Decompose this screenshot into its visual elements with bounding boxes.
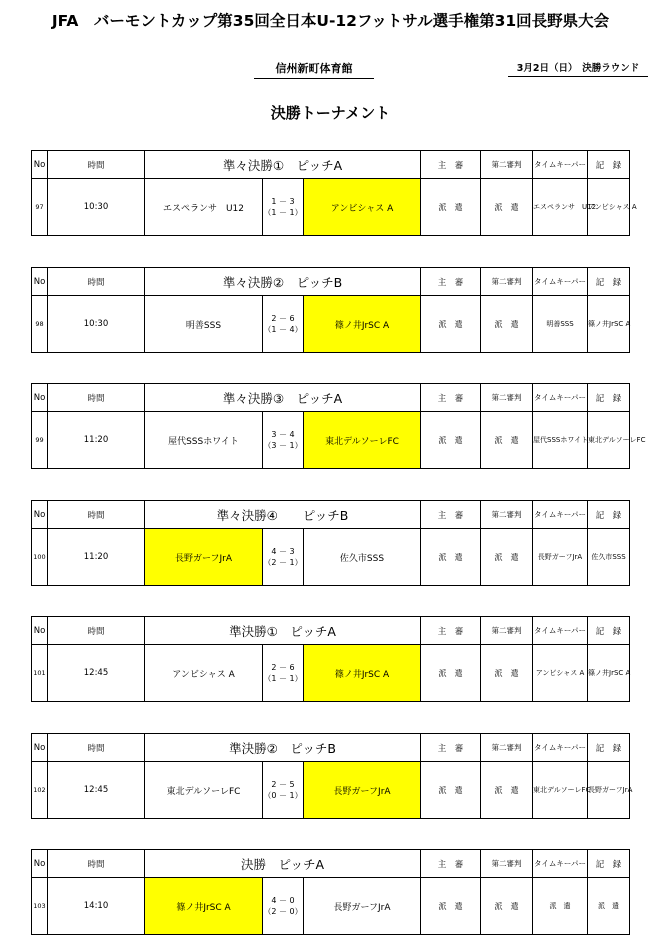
record-value: 篠ノ井JrSC A xyxy=(588,296,630,353)
no-header: No xyxy=(32,850,48,878)
referee-value: 派 遣 xyxy=(421,296,481,353)
second-referee-value: 派 遣 xyxy=(481,296,533,353)
match-data-row xyxy=(32,762,630,819)
venue-label: 信州新町体育館 xyxy=(254,60,374,79)
final-score: 2 － 6 xyxy=(271,663,295,672)
second-referee-header: 第二審判 xyxy=(481,151,533,179)
team-right: 篠ノ井JrSC A xyxy=(304,296,421,353)
record-header: 記 録 xyxy=(588,850,630,878)
match-table xyxy=(31,616,630,702)
time-header: 時間 xyxy=(48,850,145,878)
time-header: 時間 xyxy=(48,268,145,296)
second-referee-value: 派 遣 xyxy=(481,529,533,586)
second-referee-header: 第二審判 xyxy=(481,734,533,762)
match-data-row xyxy=(32,529,630,586)
team-right: 篠ノ井JrSC A xyxy=(304,645,421,702)
referee-header: 主 審 xyxy=(421,617,481,645)
timekeeper-value: 東北デルソーレFC xyxy=(533,762,588,819)
second-referee-header: 第二審判 xyxy=(481,501,533,529)
timekeeper-header: タイムキーパー xyxy=(533,617,588,645)
referee-value: 派 遣 xyxy=(421,645,481,702)
referee-header: 主 審 xyxy=(421,151,481,179)
final-score: 2 － 5 xyxy=(271,780,295,789)
second-referee-value: 派 遣 xyxy=(481,179,533,236)
second-referee-header: 第二審判 xyxy=(481,268,533,296)
time-header: 時間 xyxy=(48,384,145,412)
score-cell xyxy=(263,529,304,586)
match-number: 103 xyxy=(32,878,48,935)
referee-value: 派 遣 xyxy=(421,878,481,935)
half-score: （3 － 1） xyxy=(263,441,303,450)
team-right: 佐久市SSS xyxy=(304,529,421,586)
score-cell xyxy=(263,179,304,236)
no-header: No xyxy=(32,617,48,645)
record-header: 記 録 xyxy=(588,734,630,762)
referee-value: 派 遣 xyxy=(421,412,481,469)
timekeeper-header: タイムキーパー xyxy=(533,850,588,878)
second-referee-value: 派 遣 xyxy=(481,645,533,702)
match-time: 10:30 xyxy=(48,296,145,353)
stage-title: 準々決勝① ピッチA xyxy=(145,151,421,179)
team-left: 篠ノ井JrSC A xyxy=(145,878,263,935)
second-referee-header: 第二審判 xyxy=(481,384,533,412)
match-header-row xyxy=(32,501,630,529)
timekeeper-value: 明善SSS xyxy=(533,296,588,353)
date-round-label: 3月2日（日） 決勝ラウンド xyxy=(508,60,648,77)
referee-value: 派 遣 xyxy=(421,762,481,819)
match-time: 14:10 xyxy=(48,878,145,935)
referee-header: 主 審 xyxy=(421,501,481,529)
match-time: 11:20 xyxy=(48,529,145,586)
final-score: 4 － 0 xyxy=(271,896,295,905)
record-value: 東北デルソーレFC xyxy=(588,412,630,469)
match-header-row xyxy=(32,151,630,179)
record-header: 記 録 xyxy=(588,268,630,296)
match-header-row xyxy=(32,384,630,412)
record-header: 記 録 xyxy=(588,151,630,179)
match-data-row xyxy=(32,412,630,469)
record-header: 記 録 xyxy=(588,384,630,412)
record-value: 佐久市SSS xyxy=(588,529,630,586)
document-title: JFA バーモントカップ第35回全日本U-12フットサル選手権第31回長野県大会 xyxy=(51,12,610,30)
final-score: 3 － 4 xyxy=(271,430,295,439)
match-time: 12:45 xyxy=(48,762,145,819)
stage-title: 準々決勝④ ピッチB xyxy=(145,501,421,529)
tournament-subtitle: 決勝トーナメント xyxy=(270,104,391,122)
time-header: 時間 xyxy=(48,734,145,762)
match-table xyxy=(31,267,630,353)
team-left: 明善SSS xyxy=(145,296,263,353)
record-value: 長野ガーフJrA xyxy=(588,762,630,819)
no-header: No xyxy=(32,384,48,412)
referee-header: 主 審 xyxy=(421,268,481,296)
match-data-row xyxy=(32,296,630,353)
half-score: （1 － 1） xyxy=(263,674,303,683)
match-table xyxy=(31,849,630,935)
match-number: 97 xyxy=(32,179,48,236)
match-number: 98 xyxy=(32,296,48,353)
score-cell xyxy=(263,296,304,353)
match-header-row xyxy=(32,268,630,296)
second-referee-value: 派 遣 xyxy=(481,762,533,819)
half-score: （1 － 4） xyxy=(263,325,303,334)
half-score: （2 － 0） xyxy=(263,907,303,916)
team-right: 長野ガーフJrA xyxy=(304,762,421,819)
timekeeper-header: タイムキーパー xyxy=(533,151,588,179)
no-header: No xyxy=(32,268,48,296)
referee-value: 派 遣 xyxy=(421,529,481,586)
timekeeper-value: エスペランサ U12 xyxy=(533,179,588,236)
final-score: 1 － 3 xyxy=(271,197,295,206)
match-data-row xyxy=(32,645,630,702)
referee-header: 主 審 xyxy=(421,384,481,412)
stage-title: 決勝 ピッチA xyxy=(145,850,421,878)
stage-title: 準決勝① ピッチA xyxy=(145,617,421,645)
match-table xyxy=(31,733,633,819)
team-left: アンビシャス A xyxy=(145,645,263,702)
timekeeper-value: アンビシャス A xyxy=(533,645,588,702)
team-left: 長野ガーフJrA xyxy=(145,529,263,586)
second-referee-header: 第二審判 xyxy=(481,850,533,878)
score-cell xyxy=(263,878,304,935)
timekeeper-header: タイムキーパー xyxy=(533,268,588,296)
referee-value: 派 遣 xyxy=(421,179,481,236)
timekeeper-header: タイムキーパー xyxy=(533,384,588,412)
timekeeper-value: 屋代SSSホワイト xyxy=(533,412,588,469)
final-score: 4 － 3 xyxy=(271,547,295,556)
match-table xyxy=(31,500,630,586)
team-left: エスペランサ U12 xyxy=(145,179,263,236)
match-time: 11:20 xyxy=(48,412,145,469)
no-header: No xyxy=(32,151,48,179)
no-header: No xyxy=(32,501,48,529)
score-cell xyxy=(263,762,304,819)
match-number: 100 xyxy=(32,529,48,586)
match-time: 12:45 xyxy=(48,645,145,702)
final-score: 2 － 6 xyxy=(271,314,295,323)
referee-header: 主 審 xyxy=(421,734,481,762)
record-value: 派 遣 xyxy=(588,878,630,935)
team-right: 長野ガーフJrA xyxy=(304,878,421,935)
no-header: No xyxy=(32,734,48,762)
half-score: （0 － 1） xyxy=(263,791,303,800)
team-right: 東北デルソーレFC xyxy=(304,412,421,469)
team-left: 屋代SSSホワイト xyxy=(145,412,263,469)
match-time: 10:30 xyxy=(48,179,145,236)
match-data-row xyxy=(32,179,630,236)
half-score: （1 － 1） xyxy=(263,208,303,217)
second-referee-header: 第二審判 xyxy=(481,617,533,645)
record-header: 記 録 xyxy=(588,617,630,645)
score-cell xyxy=(263,412,304,469)
half-score: （2 － 1） xyxy=(263,558,303,567)
match-header-row xyxy=(32,617,630,645)
match-number: 102 xyxy=(32,762,48,819)
second-referee-value: 派 遣 xyxy=(481,878,533,935)
stage-title: 準々決勝② ピッチB xyxy=(145,268,421,296)
team-right: アンビシャス A xyxy=(304,179,421,236)
timekeeper-value: 派 遣 xyxy=(533,878,588,935)
record-header: 記 録 xyxy=(588,501,630,529)
match-header-row xyxy=(32,734,630,762)
referee-header: 主 審 xyxy=(421,850,481,878)
timekeeper-header: タイムキーパー xyxy=(533,734,588,762)
timekeeper-value: 長野ガーフJrA xyxy=(533,529,588,586)
match-number: 99 xyxy=(32,412,48,469)
time-header: 時間 xyxy=(48,501,145,529)
timekeeper-header: タイムキーパー xyxy=(533,501,588,529)
stage-title: 準決勝② ピッチB xyxy=(145,734,421,762)
stage-title: 準々決勝③ ピッチA xyxy=(145,384,421,412)
team-left: 東北デルソーレFC xyxy=(145,762,263,819)
match-table xyxy=(31,150,637,236)
match-data-row xyxy=(32,878,630,935)
match-number: 101 xyxy=(32,645,48,702)
record-value: アンビシャス A xyxy=(588,179,630,236)
match-table xyxy=(31,383,646,469)
record-value: 篠ノ井JrSC A xyxy=(588,645,630,702)
score-cell xyxy=(263,645,304,702)
time-header: 時間 xyxy=(48,617,145,645)
match-header-row xyxy=(32,850,630,878)
second-referee-value: 派 遣 xyxy=(481,412,533,469)
time-header: 時間 xyxy=(48,151,145,179)
